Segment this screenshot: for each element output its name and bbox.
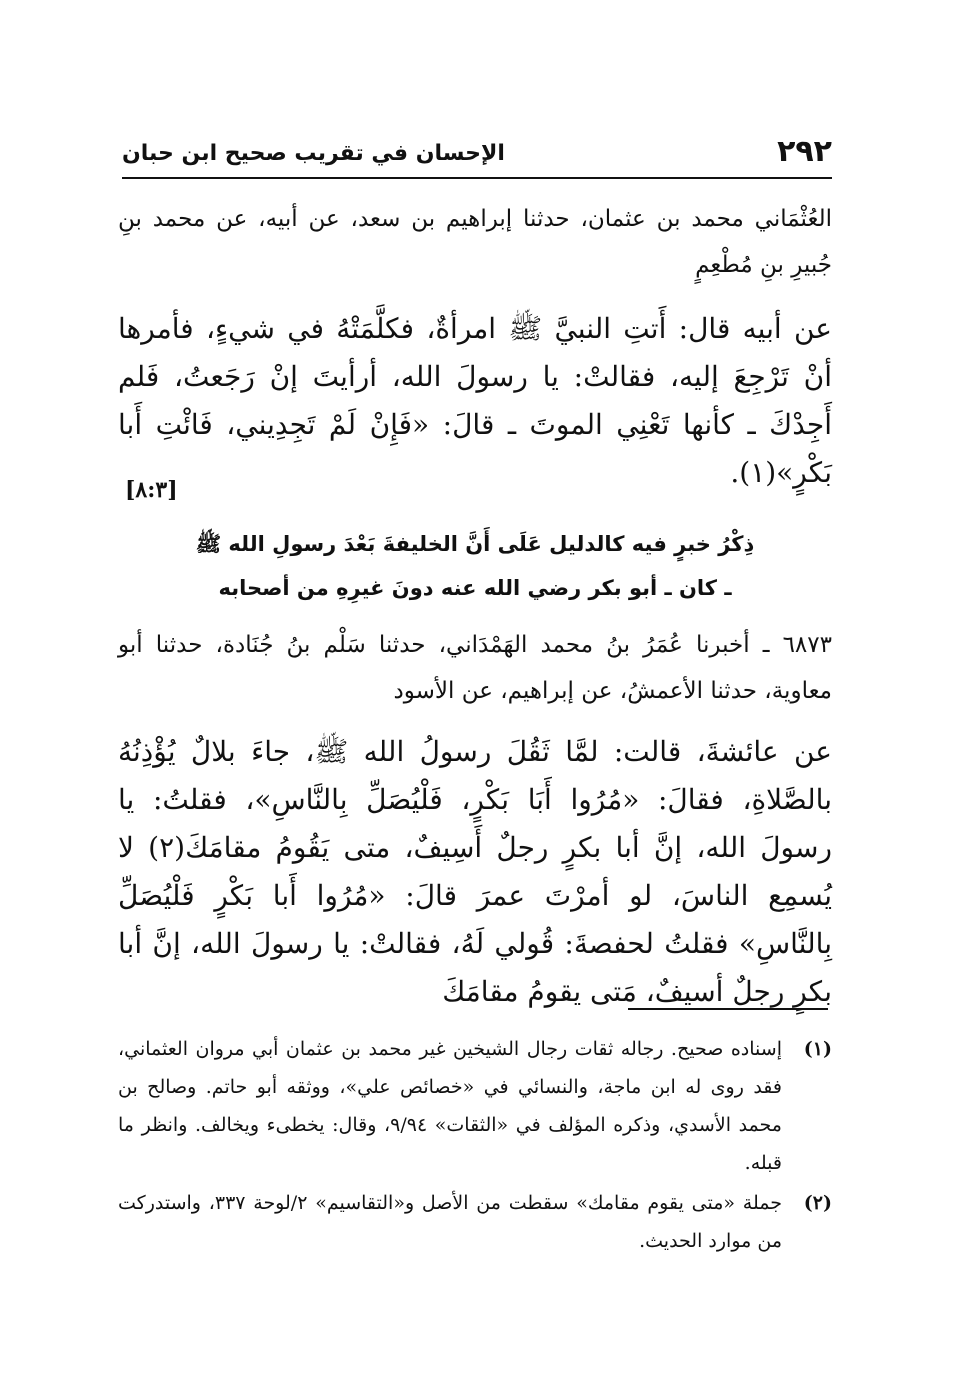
isnad-text: العُثْمَاني محمد بن عثمان، حدثنا إبراهيم بن سعد، عن أبيه، عن محمد بنِ جُبيرِ بنِ مُطْعِمٍ xyxy=(118,206,832,278)
chapter-heading-line-1: ذِكْرُ خبرٍ فيه كالدليل عَلَى أَنَّ الخليفةَ بَعْدَ رسولِ الله ﷺ xyxy=(195,532,755,556)
footnote-1 xyxy=(118,1030,832,1182)
chapter-heading-line-2: ـ كان ـ أبو بكر رضي الله عنه دونَ غيرِهِ من أصحابه xyxy=(218,576,732,600)
running-title: الإحسان في تقريب صحيح ابن حبان xyxy=(122,141,505,166)
page-header xyxy=(122,128,832,172)
hadith-6873-isnad: ٦٨٧٣ ـ أخبرنا عُمَرُ بنُ محمد الهَمْدَاني، حدثنا سَلْم بنُ جُنَادة، حدثنا أبو معاوية، حدثنا الأعمشُ، عن إبراهيم، عن الأسود xyxy=(118,632,832,704)
footnote-number: (١) xyxy=(803,1038,832,1060)
footnote-2 xyxy=(118,1184,832,1260)
header-rule xyxy=(122,177,832,179)
hadith-6873-text: عن عائشةَ، قالت: لمَّا ثَقُلَ رسولُ الله ﷺ، جاءَ بلالٌ يُؤْذِنُهُ بالصَّلاةِ، فقالَ: «مُرُوا أَبَا بَكْرٍ، فَلْيُصَلِّ بِالنَّاسِ»، فقلتُ: يا رسولَ الله، إنَّ أبا بكرٍ رجلٌ أَسِيفٌ، متى يَقُومُ مقامَكَ(٢) لا يُسمِع الناسَ، لو أمرْتَ عمرَ قالَ: «مُرُوا أَبا بَكْرٍ فَلْيُصَلِّ بِالنَّاسِ» فقلتُ لحفصةَ: قُولي لَهُ، فقالتْ: يا رسولَ الله، إنَّ أبا بكرٍ رجلٌ أسيفٌ، مَتى يقومُ مقامَكَ xyxy=(118,735,832,1008)
page-number: ٢٩٢ xyxy=(777,134,832,169)
hadith-text: عن أبيه قال: أَتتِ النبيَّ ﷺ امرأةٌ، فكلَّمَتْهُ في شيءٍ، فأمرها أنْ تَرْجِعَ إليه، فقالتْ: يا رسولَ الله، أرأيتَ إنْ رَجَعتُ، فَلم أَجِدْكَ ـ كأنها تَعْنِي الموتَ ـ قالَ: «فَإِنْ لَمْ تَجِدِيني، فَائْتِ أَبا بَكْرٍ»(١). xyxy=(118,312,832,489)
footnote-text: إسناده صحيح. رجاله ثقات رجال الشيخين غير محمد بن عثمان أبي مروان العثماني، فقد روى له ابن ماجة، والنسائي في «خصائص علي»، ووثقه أبو حاتم. وصالح بن محمد الأسدي، وذكره المؤلف في «الثقات» ٩/٩٤، وقال: يخطىء ويخالف. وانظر ما قبله. xyxy=(118,1038,782,1174)
footnote-number: (٢) xyxy=(803,1192,832,1214)
footnote-rule xyxy=(628,1008,828,1010)
reference-number: [٨:٣] xyxy=(125,477,178,503)
footnote-text: جملة «متى يقوم مقامك» سقطت من الأصل و«التقاسيم» ٢/لوحة ٣٣٧، واستدركت من موارد الحديث. xyxy=(118,1192,782,1252)
